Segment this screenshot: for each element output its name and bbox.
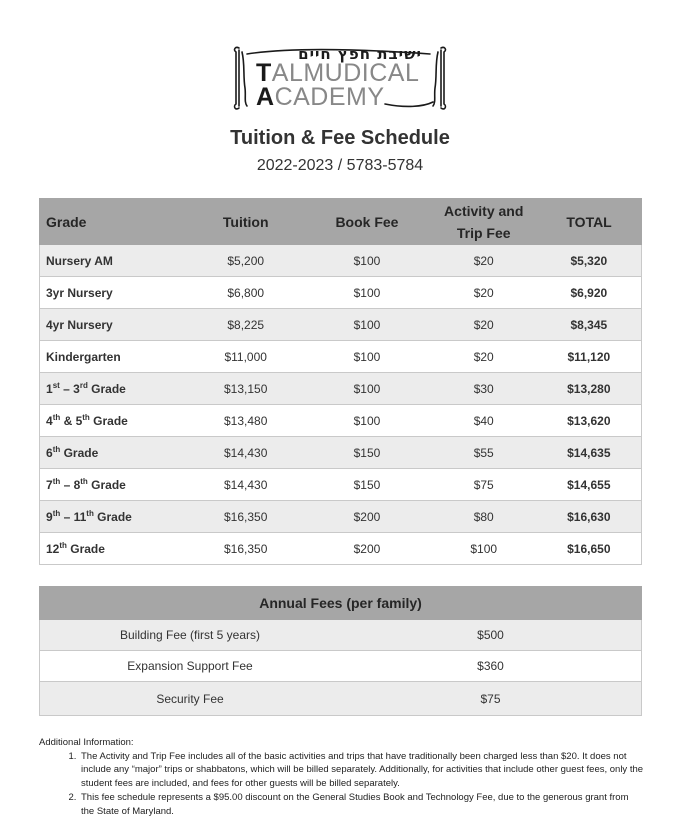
tuition-cell: $16,350	[188, 501, 303, 533]
grade-text: 4yr Nursery	[46, 317, 113, 332]
book-fee-cell: $100	[303, 309, 431, 341]
activity-fee-cell: $40	[431, 405, 537, 437]
grade-text: Grade	[60, 445, 99, 460]
tuition-cell: $8,225	[188, 309, 303, 341]
fee-row	[40, 651, 642, 682]
fee-value: $75	[340, 682, 642, 716]
total-cell: $8,345	[537, 309, 642, 341]
grade-text: Grade	[87, 477, 126, 492]
ordinal-suffix: st	[52, 380, 60, 390]
total-cell: $5,320	[537, 245, 642, 277]
book-fee-cell: $100	[303, 245, 431, 277]
grade-text: 4	[46, 413, 53, 428]
grade-text: 12	[46, 541, 60, 556]
tuition-row	[40, 341, 642, 373]
logo-word-2: CADEMY	[274, 83, 385, 111]
fee-label: Expansion Support Fee	[40, 651, 341, 682]
annual-fees-header-row	[40, 587, 642, 620]
total-cell: $13,620	[537, 405, 642, 437]
note-item: 2. This fee schedule represents a $95.00 discount on the General Studies Book and Technology Fee, due to the generous grant from the State of Maryland.	[79, 791, 644, 818]
tuition-cell: $13,150	[188, 373, 303, 405]
logo-hebrew-text: ישיבת חפץ חיים	[298, 45, 422, 63]
tuition-cell: $13,480	[188, 405, 303, 437]
grade-cell	[40, 533, 189, 565]
tuition-row	[40, 373, 642, 405]
book-fee-cell: $100	[303, 341, 431, 373]
header-total: TOTAL	[537, 199, 642, 245]
tuition-cell: $14,430	[188, 469, 303, 501]
ordinal-suffix: th	[52, 444, 61, 454]
fee-label: Building Fee (first 5 years)	[40, 620, 341, 651]
grade-text: – 3	[59, 381, 80, 396]
grade-cell	[40, 373, 189, 405]
tuition-row	[40, 245, 642, 277]
activity-fee-cell: $100	[431, 533, 537, 565]
fee-value: $360	[340, 651, 642, 682]
logo-line-2	[256, 85, 385, 110]
school-logo	[225, 42, 455, 114]
fee-row	[40, 682, 642, 716]
book-fee-cell: $100	[303, 405, 431, 437]
grade-text: Grade	[66, 541, 105, 556]
tuition-header-row	[40, 199, 642, 245]
tuition-cell: $11,000	[188, 341, 303, 373]
grade-text: 9	[46, 509, 53, 524]
grade-cell	[40, 309, 189, 341]
grade-text: 1	[46, 381, 53, 396]
fee-label: Security Fee	[40, 682, 341, 716]
activity-fee-cell: $80	[431, 501, 537, 533]
grade-cell	[40, 341, 189, 373]
logo-word-1: ALMUDICAL	[271, 59, 420, 87]
header-activity-line-2: Trip Fee	[456, 224, 511, 241]
logo-initial-t: T	[256, 59, 272, 87]
grade-text: Kindergarten	[46, 349, 121, 364]
header-book-fee: Book Fee	[303, 199, 431, 245]
tuition-cell: $5,200	[188, 245, 303, 277]
activity-fee-cell: $20	[431, 245, 537, 277]
grade-text: 7	[46, 477, 53, 492]
activity-fee-cell: $20	[431, 277, 537, 309]
tuition-row	[40, 533, 642, 565]
tuition-cell: $14,430	[188, 437, 303, 469]
grade-cell	[40, 501, 189, 533]
tuition-cell: $16,350	[188, 533, 303, 565]
ordinal-suffix: th	[52, 476, 61, 486]
header-tuition: Tuition	[188, 199, 303, 245]
book-fee-cell: $150	[303, 469, 431, 501]
activity-fee-cell: $30	[431, 373, 537, 405]
total-cell: $11,120	[537, 341, 642, 373]
grade-text: & 5	[60, 413, 83, 428]
grade-text: 6	[46, 445, 53, 460]
additional-information	[39, 736, 644, 818]
grade-cell	[40, 245, 189, 277]
total-cell: $16,630	[537, 501, 642, 533]
tuition-row	[40, 405, 642, 437]
grade-cell	[40, 469, 189, 501]
tuition-row	[40, 501, 642, 533]
book-fee-cell: $100	[303, 277, 431, 309]
logo-initial-a: A	[256, 83, 275, 111]
notes-heading: Additional Information:	[39, 737, 134, 748]
tuition-cell: $6,800	[188, 277, 303, 309]
school-years: 2022-2023 / 5783-5784	[256, 157, 424, 174]
total-cell: $13,280	[537, 373, 642, 405]
tuition-row	[40, 469, 642, 501]
tuition-body	[40, 245, 642, 565]
grade-text: Grade	[89, 413, 128, 428]
activity-fee-cell: $20	[431, 309, 537, 341]
fee-value: $500	[340, 620, 642, 651]
ordinal-suffix: th	[59, 540, 67, 550]
notes-list	[39, 750, 644, 819]
grade-cell	[40, 405, 189, 437]
annual-fees-title: Annual Fees (per family)	[40, 587, 642, 620]
page-title: Tuition & Fee Schedule	[230, 127, 450, 149]
fee-row	[40, 620, 642, 651]
ordinal-suffix: th	[82, 412, 90, 422]
activity-fee-cell: $20	[431, 341, 537, 373]
note-item: 1. The Activity and Trip Fee includes all of the basic activities and trips that have traditionally been charged less than $20. It does not include any “major” trips or shabbatons, which will be billed separately. Additionally, for activities that include other guest fees, only the student fees are included, and fees for other guests will be billed separately.	[79, 750, 644, 791]
tuition-row	[40, 437, 642, 469]
total-cell: $14,635	[537, 437, 642, 469]
ordinal-suffix: th	[52, 508, 61, 518]
ordinal-suffix: th	[52, 412, 61, 422]
total-cell: $6,920	[537, 277, 642, 309]
activity-fee-cell: $75	[431, 469, 537, 501]
tuition-table	[39, 198, 642, 565]
grade-text: Grade	[93, 509, 132, 524]
header-grade: Grade	[40, 199, 189, 245]
activity-fee-cell: $55	[431, 437, 537, 469]
grade-cell	[40, 437, 189, 469]
header-activity-line-1: Activity and	[444, 202, 524, 219]
grade-text: – 11	[60, 509, 87, 524]
grade-text: Nursery AM	[46, 253, 113, 268]
grade-cell	[40, 277, 189, 309]
tuition-row	[40, 277, 642, 309]
header-activity-fee	[431, 199, 537, 245]
annual-fees-table	[39, 586, 642, 716]
ordinal-suffix: th	[86, 508, 94, 518]
total-cell: $16,650	[537, 533, 642, 565]
book-fee-cell: $150	[303, 437, 431, 469]
book-fee-cell: $200	[303, 501, 431, 533]
grade-text: Grade	[87, 381, 126, 396]
book-fee-cell: $200	[303, 533, 431, 565]
grade-text: – 8	[60, 477, 81, 492]
ordinal-suffix: th	[80, 476, 88, 486]
grade-text: 3yr Nursery	[46, 285, 113, 300]
book-fee-cell: $100	[303, 373, 431, 405]
tuition-row	[40, 309, 642, 341]
total-cell: $14,655	[537, 469, 642, 501]
ordinal-suffix: rd	[79, 380, 88, 390]
